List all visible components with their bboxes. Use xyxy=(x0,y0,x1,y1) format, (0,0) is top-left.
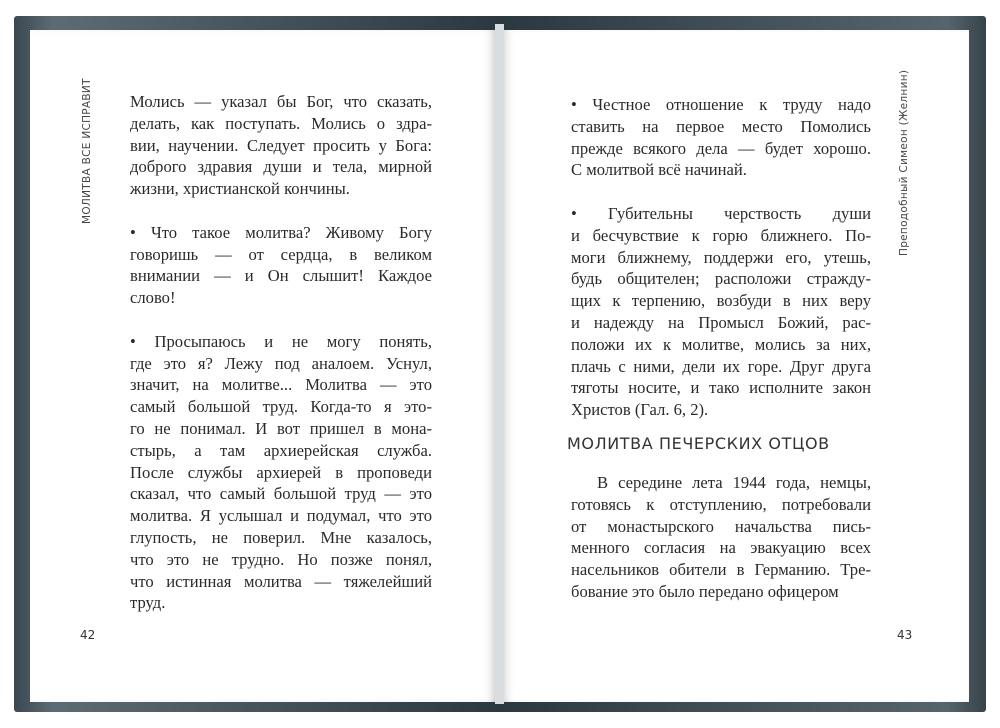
text-line: • Губительны черствость души xyxy=(571,203,871,223)
text-line: тяготы носите, и тако исполните закон xyxy=(571,378,871,398)
paragraph xyxy=(130,222,432,309)
text-line: бование это было передано офицером xyxy=(571,581,839,601)
text-line: что это не трудно. Но позже понял, xyxy=(130,549,432,569)
paragraph xyxy=(571,472,871,603)
text-line: где это я? Лежу под аналоем. Уснул, xyxy=(130,353,432,373)
text-line: доброго здравия души и тела, мирной xyxy=(130,157,432,177)
text-line: сказал, что самый большой труд — это xyxy=(130,484,432,504)
left-running-head: МОЛИТВА ВСЕ ИСПРАВИТ xyxy=(81,78,93,224)
text-line: внимании — и Он слышит! Каждое xyxy=(130,266,432,286)
text-line: что истинная молитва — тяжелейший xyxy=(130,571,432,591)
right-running-head: Преподобный Симеон (Желнин) xyxy=(898,69,910,256)
left-page-text xyxy=(130,91,432,636)
text-line: После службы архиерей в проповеди xyxy=(130,462,432,482)
text-line: молитва. Я услышал и подумал, что это xyxy=(130,506,432,526)
text-line: моги ближнему, поддержи его, утешь, xyxy=(571,247,871,267)
section-text xyxy=(571,472,871,625)
text-line: и надежду на Промысл Божий, рас- xyxy=(571,312,871,332)
text-line: стырь, а там архиерейская служба. xyxy=(130,440,432,460)
section-heading: МОЛИТВА ПЕЧЕРСКИХ ОТЦОВ xyxy=(567,434,830,453)
paragraph xyxy=(571,203,871,421)
text-line: глупость, не поверил. Мне казалось, xyxy=(130,527,432,547)
text-line: насельников обители в Германию. Тре- xyxy=(571,560,871,580)
text-line: от монастырского начальства пись- xyxy=(571,516,871,536)
text-line: Молись — указал бы Бог, что сказать, xyxy=(130,92,432,111)
page-number-right: 43 xyxy=(897,628,913,642)
text-line: вии, научении. Следует просить у Бога: xyxy=(130,135,432,155)
text-line: готовясь к отступлению, потребовали xyxy=(571,494,871,514)
text-line: говоришь — от сердца, в великом xyxy=(130,244,432,264)
text-line: С молитвой всё начинай. xyxy=(571,160,747,180)
text-line: • Честное отношение к труду надо xyxy=(571,95,871,114)
text-line: и бесчувствие к горю ближнего. По- xyxy=(571,225,871,245)
text-line: плачь с ними, дели их горе. Друг друга xyxy=(571,356,871,376)
text-line: ставить на первое место Помолись xyxy=(571,116,871,136)
text-line: го не понимал. И вот пришел в мона- xyxy=(130,418,432,438)
text-line: Христов (Гал. 6, 2). xyxy=(571,400,709,420)
text-line: • Что такое молитва? Живому Богу xyxy=(130,222,432,242)
text-line: значит, на молитве... Молитва — это xyxy=(130,375,432,395)
right-page-text xyxy=(571,94,871,443)
paragraph xyxy=(130,331,432,614)
text-line: щих к терпению, возбуди в них веру xyxy=(571,291,871,311)
text-line: будь общителен; расположи стражду- xyxy=(571,269,871,289)
text-line: жизни, христианской кончины. xyxy=(130,179,350,199)
page-number-left: 42 xyxy=(80,628,96,642)
text-line: труд. xyxy=(130,593,166,613)
paragraph xyxy=(571,94,871,181)
text-line: В середине лета 1944 года, немцы, xyxy=(597,473,871,492)
text-line: самый большой труд. Когда-то я это- xyxy=(130,397,432,417)
text-line: положи их к молитве, молись за них, xyxy=(571,334,871,354)
paragraph xyxy=(130,91,432,200)
text-line: • Просыпаюсь и не могу понять, xyxy=(130,331,432,351)
text-line: прежде всякого дела — будет хорошо. xyxy=(571,138,871,158)
text-line: слово! xyxy=(130,288,176,308)
text-line: менного согласия на эвакуацию всех xyxy=(571,538,871,558)
text-line: делать, как поступать. Молись о здра- xyxy=(130,113,432,133)
book-spine xyxy=(495,24,504,704)
